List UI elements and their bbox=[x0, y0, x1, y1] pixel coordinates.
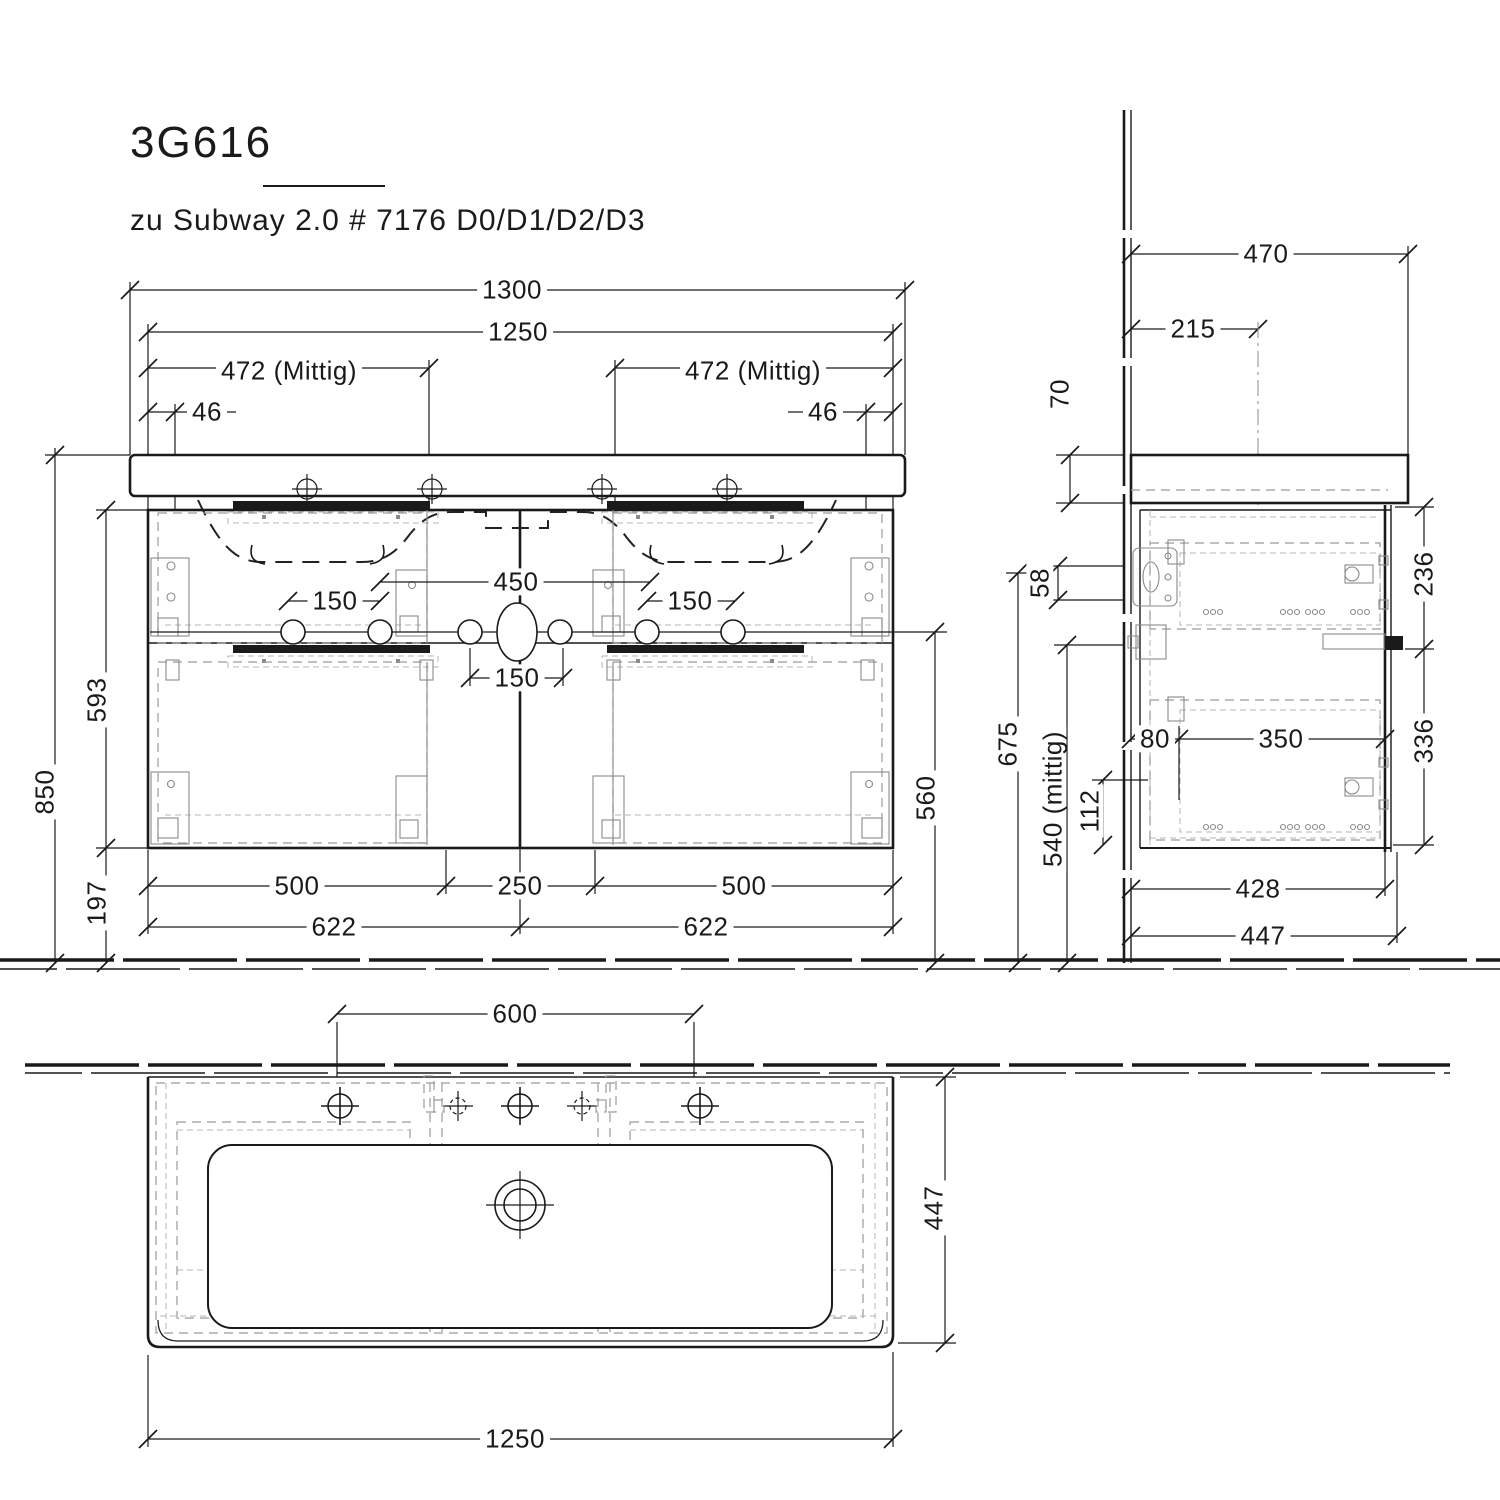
dim-front-holes-center: 150 bbox=[490, 664, 545, 691]
dim-front-holes-right: 150 bbox=[663, 587, 718, 614]
dim-front-half-right: 622 bbox=[679, 913, 734, 940]
dim-front-drawer-left: 500 bbox=[270, 872, 325, 899]
dim-side-lower-336: 336 bbox=[1410, 714, 1437, 769]
dim-plan-depth: 447 bbox=[920, 1181, 947, 1236]
dim-plan-faucet-span: 600 bbox=[488, 1000, 543, 1027]
dim-front-total-height: 850 bbox=[31, 765, 58, 820]
dim-front-siphon-height: 560 bbox=[912, 771, 939, 826]
dim-front-cabinet-height: 593 bbox=[83, 673, 110, 728]
dim-side-cabinet-depth: 428 bbox=[1231, 875, 1286, 902]
dim-side-gap: 58 bbox=[1026, 563, 1053, 603]
dim-side-basin-height: 70 bbox=[1046, 374, 1073, 414]
dim-side-faucet-offset: 215 bbox=[1166, 315, 1221, 342]
drawing-number: 3G616 bbox=[130, 118, 273, 167]
dim-side-depth-total: 470 bbox=[1239, 240, 1294, 267]
dim-side-total-depth: 447 bbox=[1236, 922, 1291, 949]
dim-front-offset-right: 46 bbox=[803, 398, 843, 425]
dim-front-holes-left: 150 bbox=[308, 587, 363, 614]
dim-front-mittig-right: 472 (Mittig) bbox=[680, 357, 826, 384]
dim-front-overall-width: 1300 bbox=[477, 276, 547, 303]
dim-front-offset-left: 46 bbox=[187, 398, 227, 425]
dim-plan-width: 1250 bbox=[480, 1425, 550, 1452]
dim-front-drawer-right: 500 bbox=[717, 872, 772, 899]
dim-front-holes-span: 450 bbox=[489, 568, 544, 595]
drawing-subtitle: zu Subway 2.0 # 7176 D0/D1/D2/D3 bbox=[130, 204, 646, 237]
dim-front-drawer-center: 250 bbox=[493, 872, 548, 899]
dim-front-clearance-bottom: 197 bbox=[83, 876, 110, 931]
dim-side-upper-236: 236 bbox=[1410, 547, 1437, 602]
side-view bbox=[1006, 110, 1434, 972]
dim-side-height-540: 540 (mittig) bbox=[1039, 726, 1066, 872]
dim-side-drawer-depth: 350 bbox=[1254, 725, 1309, 752]
dim-side-offset-112: 112 bbox=[1076, 785, 1103, 838]
dim-front-mittig-left: 472 (Mittig) bbox=[216, 357, 362, 384]
dim-side-inset-80: 80 bbox=[1135, 725, 1175, 752]
dim-front-half-left: 622 bbox=[307, 913, 362, 940]
dim-side-height-675: 675 bbox=[994, 717, 1021, 772]
dim-front-cabinet-width: 1250 bbox=[483, 318, 553, 345]
plan-view bbox=[25, 1005, 1450, 1448]
